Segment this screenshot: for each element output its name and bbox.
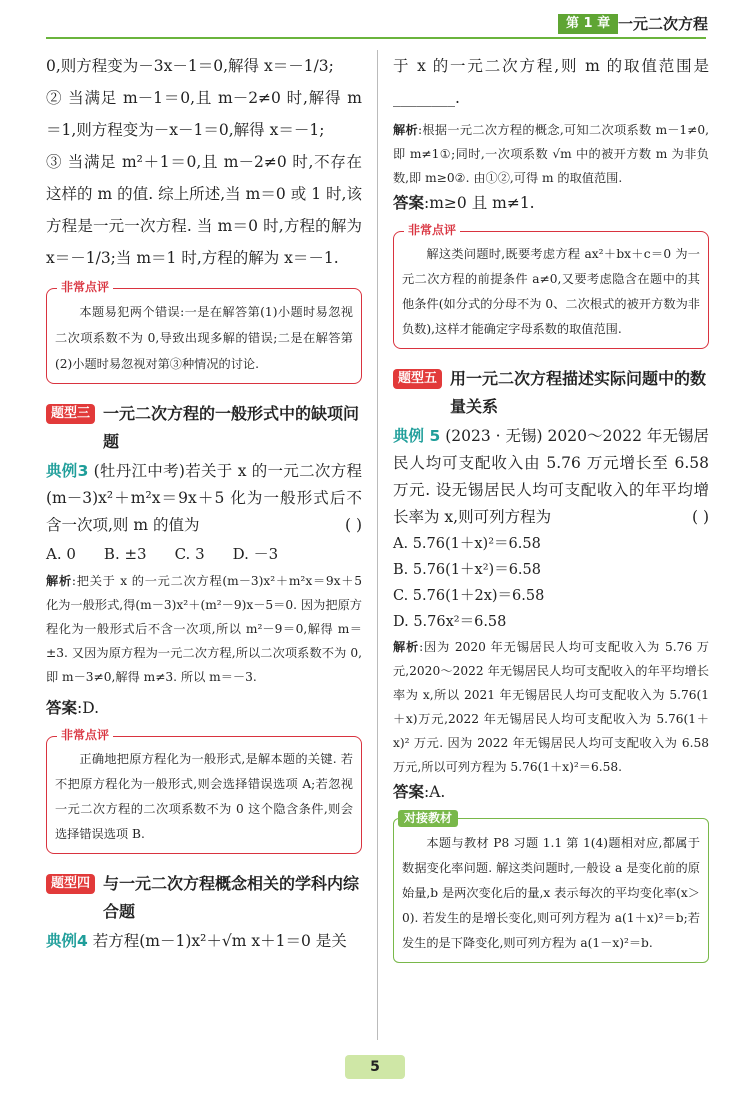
- example-5: [393, 423, 709, 531]
- comment-box-2: [46, 728, 362, 854]
- example-3-answer: [46, 695, 362, 722]
- answer-text: :A.: [424, 783, 446, 801]
- example-4-solution: [393, 118, 709, 190]
- comment-tag: 非常点评: [404, 222, 460, 238]
- solution-text: :根据一元二次方程的概念,可知二次项系数 m－1≠0,即 m≠1①;同时,一次项系数 √m 中的被开方数 m 为非负数,即 m≥0②. 由①②,可得 m 的取值范围.: [393, 123, 710, 185]
- example-5-answer: [393, 779, 709, 806]
- example-5-solution: [393, 635, 709, 779]
- right-para-1: 于 x 的一元二次方程,则 m 的取值范围是 ________.: [393, 57, 709, 107]
- option-a: A. 0: [46, 545, 76, 563]
- example-4-answer: [393, 190, 709, 217]
- example-5-options: [393, 531, 709, 635]
- type3-heading: [46, 400, 362, 456]
- type4-badge: 题型四: [46, 874, 95, 894]
- solution-label: 解析: [46, 574, 72, 588]
- comment-box-3: [393, 223, 709, 349]
- type3-badge: 题型三: [46, 404, 95, 424]
- textbook-box: [393, 811, 709, 963]
- option-a: A. 5.76(1＋x)²＝6.58: [393, 536, 541, 552]
- textbook-tag: 对接教材: [398, 810, 458, 827]
- right-column: [393, 50, 709, 963]
- answer-text: :D.: [77, 699, 100, 717]
- type3-title: 一元二次方程的一般形式中的缺项问题: [103, 404, 360, 451]
- example-5-label: 典例 5: [393, 427, 441, 445]
- comment-tag: 非常点评: [57, 279, 113, 295]
- header-rule: [46, 37, 706, 39]
- option-c: C. 3: [174, 545, 205, 563]
- chapter-title: 一元二次方程: [618, 15, 709, 33]
- option-c: C. 5.76(1＋2x)＝6.58: [393, 588, 545, 604]
- column-divider: [377, 50, 378, 1040]
- solution-text: :因为 2020 年无锡居民人均可支配收入为 5.76 万元,2020～2022 年无锡居民人均可支配收入的年平均增长率为 x,所以 2021 年无锡居民人均可支配收入为 5.76(1＋x)万元,2022 年无锡居民人均可支配收入为 5.76(1＋x)² 万元. 因为 2022 年无锡居民人均可支配收入为 6.58 万元,所以可列方程为 5.76(1＋x)²＝6.58.: [393, 640, 709, 774]
- textbook-text: 本题与教材 P8 习题 1.1 第 1(4)题相对应,都属于数据变化率问题. 解这类问题时,一般设 a 是变化前的原始量,b 是两次变化后的量,x 表示每次的平均变化率(x＞0). 若发生的是增长变化,则可列方程为 a(1＋x)²＝b;若发生的是下降变化,则可列方程为 a(1－x)²＝b.: [402, 836, 700, 950]
- solution-text: :把关于 x 的一元二次方程(m－3)x²＋m²x＝9x＋5 化为一般形式,得(m－3)x²＋(m²－9)x－5＝0. 因为把原方程化为一般形式后不含一次项,所以 m²－9＝0,解得 m＝±3. 又因为原方程为一元二次方程,所以二次项系数不为 0,即 m－3≠0,解得 m≠3. 所以 m＝－3.: [46, 574, 362, 684]
- example-3-label: 典例3: [46, 462, 89, 480]
- answer-label: 答案: [46, 699, 78, 717]
- left-para-3: ③ 当满足 m²＋1＝0,且 m－2≠0 时,不存在这样的 m 的值. 综上所述,当 m＝0 或 1 时,该方程是一元一次方程. 当 m＝0 时,方程的解为 x＝－1/3;当 m＝1 时,方程的解为 x＝－1.: [46, 153, 362, 267]
- solution-label: 解析: [393, 640, 420, 654]
- answer-text: :m≥0 且 m≠1.: [424, 194, 535, 212]
- comment-text: 本题易犯两个错误:一是在解答第(1)小题时易忽视二次项系数不为 0,导致出现多解的错误;二是在解答第(2)小题时易忽视对第③种情况的讨论.: [55, 305, 353, 371]
- type4-heading: [46, 870, 362, 926]
- type5-title: 用一元二次方程描述实际问题中的数量关系: [450, 369, 707, 416]
- solution-label: 解析: [393, 123, 418, 137]
- type4-title: 与一元二次方程概念相关的学科内综合题: [103, 874, 360, 921]
- comment-box-1: [46, 280, 362, 384]
- type5-heading: [393, 365, 709, 421]
- left-column: [46, 50, 362, 955]
- answer-paren: ( ): [691, 508, 709, 526]
- chapter-badge: 第 1 章: [558, 14, 618, 34]
- option-d: D. 5.76x²＝6.58: [393, 614, 507, 630]
- type5-badge: 题型五: [393, 369, 442, 389]
- page-number: 5: [345, 1055, 405, 1079]
- left-para-2: ② 当满足 m－1＝0,且 m－2≠0 时,解得 m＝1,则方程变为－x－1＝0,解得 x＝－1;: [46, 89, 362, 139]
- option-d: D. －3: [232, 545, 279, 563]
- example-4-label: 典例4: [46, 932, 88, 950]
- answer-label: 答案: [393, 783, 425, 801]
- comment-text: 正确地把原方程化为一般形式,是解本题的关键. 若不把原方程化为一般形式,则会选择错误选项 A;若忽视一元二次方程的二次项系数不为 0 这个隐含条件,则会选择错误选项 B.: [55, 752, 353, 841]
- option-b: B. 5.76(1＋x²)＝6.58: [393, 562, 541, 578]
- comment-text: 解这类问题时,既要考虑方程 ax²＋bx＋c＝0 为一元二次方程的前提条件 a≠0,又要考虑隐含在题中的其他条件(如分式的分母不为 0、二次根式的被开方数为非负数),这样才能确定字母系数的取值范围.: [402, 247, 700, 336]
- comment-tag: 非常点评: [57, 727, 113, 743]
- answer-paren: ( ): [344, 516, 362, 534]
- answer-label: 答案: [393, 194, 425, 212]
- example-3-text: (牡丹江中考)若关于 x 的一元二次方程(m－3)x²＋m²x＝9x＋5 化为一般形式后不含一次项,则 m 的值为: [46, 462, 362, 534]
- example-3-options: [46, 539, 362, 569]
- left-para-1: 0,则方程变为－3x－1＝0,解得 x＝－1/3;: [46, 57, 334, 75]
- option-b: B. ±3: [103, 545, 147, 563]
- example-3: [46, 458, 362, 539]
- example-3-solution: [46, 569, 362, 689]
- example-4-text: 若方程(m－1)x²＋√m x＋1＝0 是关: [92, 932, 347, 950]
- example-4: [46, 928, 362, 955]
- example-5-text: (2023 · 无锡) 2020～2022 年无锡居民人均可支配收入由 5.76 万元增长至 6.58 万元. 设无锡居民人均可支配收入的年平均增长率为 x,则可列方程为: [393, 427, 709, 526]
